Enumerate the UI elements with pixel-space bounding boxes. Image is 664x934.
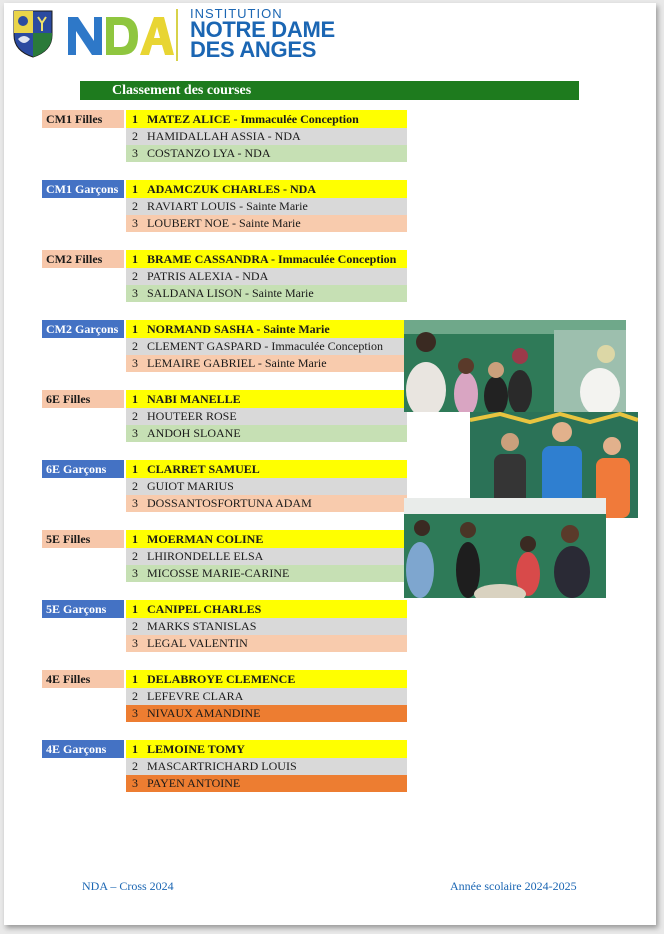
institution-name [190,7,335,60]
page-title: Classement des courses [80,81,579,100]
institution-line2: NOTRE DAME [190,17,335,42]
group-label: 5E Garçons [42,600,124,618]
group-label: 4E Garçons [42,740,124,758]
group-label: CM1 Filles [42,110,124,128]
rank-row-3: 3 ANDOH SLOANE [126,425,407,442]
group-label: CM2 Garçons [42,320,124,338]
rank-row-1: 1 MATEZ ALICE - Immaculée Conception [126,110,407,128]
rank-row-3: 3 DOSSANTOSFORTUNA ADAM [126,495,407,512]
rank-row-3: 3 LOUBERT NOE - Sainte Marie [126,215,407,232]
rank-row-1: 1 ADAMCZUK CHARLES - NDA [126,180,407,198]
group-label: CM1 Garçons [42,180,124,198]
rank-row-2: 2 GUIOT MARIUS [126,478,407,495]
rank-row-3: 3 LEMAIRE GABRIEL - Sainte Marie [126,355,407,372]
institution-line1: INSTITUTION [190,6,283,21]
rank-row-3: 3 PAYEN ANTOINE [126,775,407,792]
rank-row-2: 2 MASCARTRICHARD LOUIS [126,758,407,775]
podium-photo-3 [404,498,606,598]
rank-row-2: 2 HAMIDALLAH ASSIA - NDA [126,128,407,145]
rank-row-3: 3 SALDANA LISON - Sainte Marie [126,285,407,302]
rank-row-1: 1 NABI MANELLE [126,390,407,408]
rank-row-1: 1 MOERMAN COLINE [126,530,407,548]
group-label: 6E Filles [42,390,124,408]
rank-row-3: 3 MICOSSE MARIE-CARINE [126,565,407,582]
rank-row-2: 2 RAVIART LOUIS - Sainte Marie [126,198,407,215]
nda-logo-icon [66,11,176,59]
group-label: CM2 Filles [42,250,124,268]
rank-row-1: 1 NORMAND SASHA - Sainte Marie [126,320,407,338]
rank-row-2: 2 CLEMENT GASPARD - Immaculée Conception [126,338,407,355]
rank-row-2: 2 PATRIS ALEXIA - NDA [126,268,407,285]
group-label: 6E Garçons [42,460,124,478]
institution-line3: DES ANGES [190,37,317,62]
rank-row-1: 1 BRAME CASSANDRA - Immaculée Conception [126,250,407,268]
rank-row-2: 2 HOUTEER ROSE [126,408,407,425]
group-label: 5E Filles [42,530,124,548]
rank-row-1: 1 CLARRET SAMUEL [126,460,407,478]
document-page [4,3,656,925]
podium-photo-1 [404,320,626,412]
rank-row-3: 3 COSTANZO LYA - NDA [126,145,407,162]
group-label: 4E Filles [42,670,124,688]
rank-row-2: 2 MARKS STANISLAS [126,618,407,635]
rank-row-1: 1 CANIPEL CHARLES [126,600,407,618]
footer-school-year: Année scolaire 2024-2025 [450,879,577,893]
rank-row-3: 3 LEGAL VALENTIN [126,635,407,652]
rank-row-2: 2 LEFEVRE CLARA [126,688,407,705]
logo-divider [176,9,178,61]
rank-row-3: 3 NIVAUX AMANDINE [126,705,407,722]
rank-row-1: 1 DELABROYE CLEMENCE [126,670,407,688]
footer-event: NDA – Cross 2024 [82,879,174,893]
rank-row-1: 1 LEMOINE TOMY [126,740,407,758]
crest-logo-icon [12,9,54,59]
rank-row-2: 2 LHIRONDELLE ELSA [126,548,407,565]
